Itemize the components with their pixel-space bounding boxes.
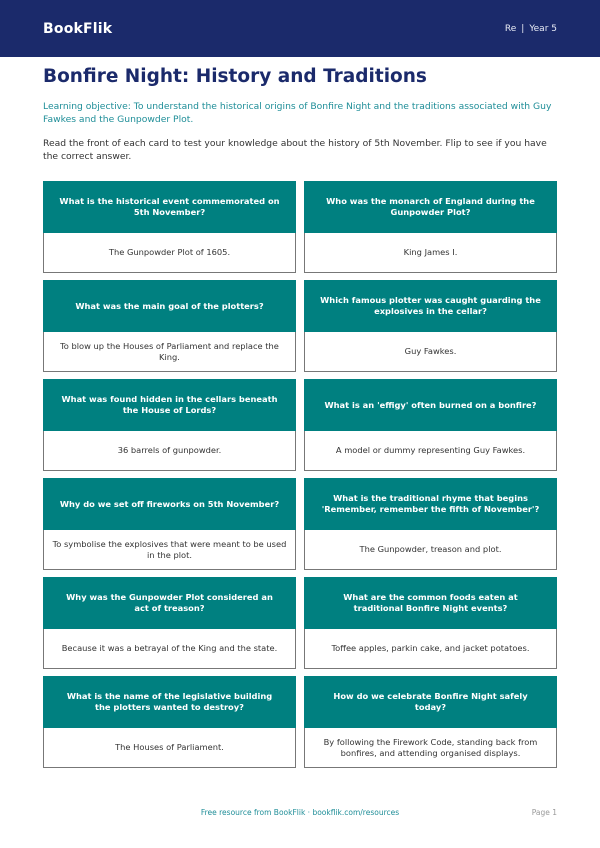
header-meta bbox=[505, 24, 557, 34]
card-answer: Because it was a betrayal of the King and the state. bbox=[43, 629, 296, 669]
learning-objective: Learning objective: To understand the historical origins of Bonfire Night and the traditions associated with Guy Fawkes and the Gunpowder Plot. bbox=[43, 101, 552, 125]
card-question: What was the main goal of the plotters? bbox=[43, 280, 296, 332]
card-question: What is the traditional rhyme that begins 'Remember, remember the fifth of November'? bbox=[304, 478, 557, 530]
header-separator: | bbox=[521, 23, 525, 34]
footer-link[interactable]: Free resource from BookFlik · bookflik.com/resources bbox=[200, 808, 400, 817]
card-question: Which famous plotter was caught guarding the explosives in the cellar? bbox=[304, 280, 557, 332]
flashcard[interactable] bbox=[43, 478, 296, 570]
card-question: Why was the Gunpowder Plot considered an act of treason? bbox=[43, 577, 296, 629]
flashcard-grid bbox=[43, 181, 557, 768]
flashcard[interactable] bbox=[43, 379, 296, 471]
card-answer: To blow up the Houses of Parliament and replace the King. bbox=[43, 332, 296, 372]
card-answer: 36 barrels of gunpowder. bbox=[43, 431, 296, 471]
card-answer: The Gunpowder, treason and plot. bbox=[304, 530, 557, 570]
card-answer: To symbolise the explosives that were meant to be used in the plot. bbox=[43, 530, 296, 570]
card-answer: Toffee apples, parkin cake, and jacket potatoes. bbox=[304, 629, 557, 669]
card-question: What is an 'effigy' often burned on a bonfire? bbox=[304, 379, 557, 431]
page-title: Bonfire Night: History and Traditions bbox=[43, 66, 427, 87]
subject-label: Re bbox=[504, 23, 517, 34]
flashcard[interactable] bbox=[304, 478, 557, 570]
flashcard[interactable] bbox=[304, 676, 557, 768]
card-answer: The Houses of Parliament. bbox=[43, 728, 296, 768]
card-question: What is the name of the legislative building the plotters wanted to destroy? bbox=[43, 676, 296, 728]
card-answer: The Gunpowder Plot of 1605. bbox=[43, 233, 296, 273]
flashcard[interactable] bbox=[43, 577, 296, 669]
card-question: What are the common foods eaten at traditional Bonfire Night events? bbox=[304, 577, 557, 629]
flashcard[interactable] bbox=[43, 181, 296, 273]
flashcard[interactable] bbox=[304, 577, 557, 669]
card-question: How do we celebrate Bonfire Night safely today? bbox=[304, 676, 557, 728]
card-question: Who was the monarch of England during the Gunpowder Plot? bbox=[304, 181, 557, 233]
card-answer: King James I. bbox=[304, 233, 557, 273]
card-question: Why do we set off fireworks on 5th November? bbox=[43, 478, 296, 530]
instructions: Read the front of each card to test your knowledge about the history of 5th November. Flip to see if you have the correct answer. bbox=[43, 138, 547, 162]
flashcard[interactable] bbox=[304, 181, 557, 273]
year-label: Year 5 bbox=[529, 23, 557, 34]
card-answer: Guy Fawkes. bbox=[304, 332, 557, 372]
card-answer: By following the Firework Code, standing back from bonfires, and attending organised displays. bbox=[304, 728, 557, 768]
card-answer: A model or dummy representing Guy Fawkes. bbox=[304, 431, 557, 471]
flashcard[interactable] bbox=[304, 280, 557, 372]
flashcard[interactable] bbox=[43, 280, 296, 372]
header-bar bbox=[0, 0, 600, 57]
brand-logo[interactable]: BookFlik bbox=[43, 20, 113, 37]
card-question: What was found hidden in the cellars beneath the House of Lords? bbox=[43, 379, 296, 431]
card-question: What is the historical event commemorated on 5th November? bbox=[43, 181, 296, 233]
page-number: Page 1 bbox=[531, 808, 557, 817]
flashcard[interactable] bbox=[304, 379, 557, 471]
flashcard[interactable] bbox=[43, 676, 296, 768]
